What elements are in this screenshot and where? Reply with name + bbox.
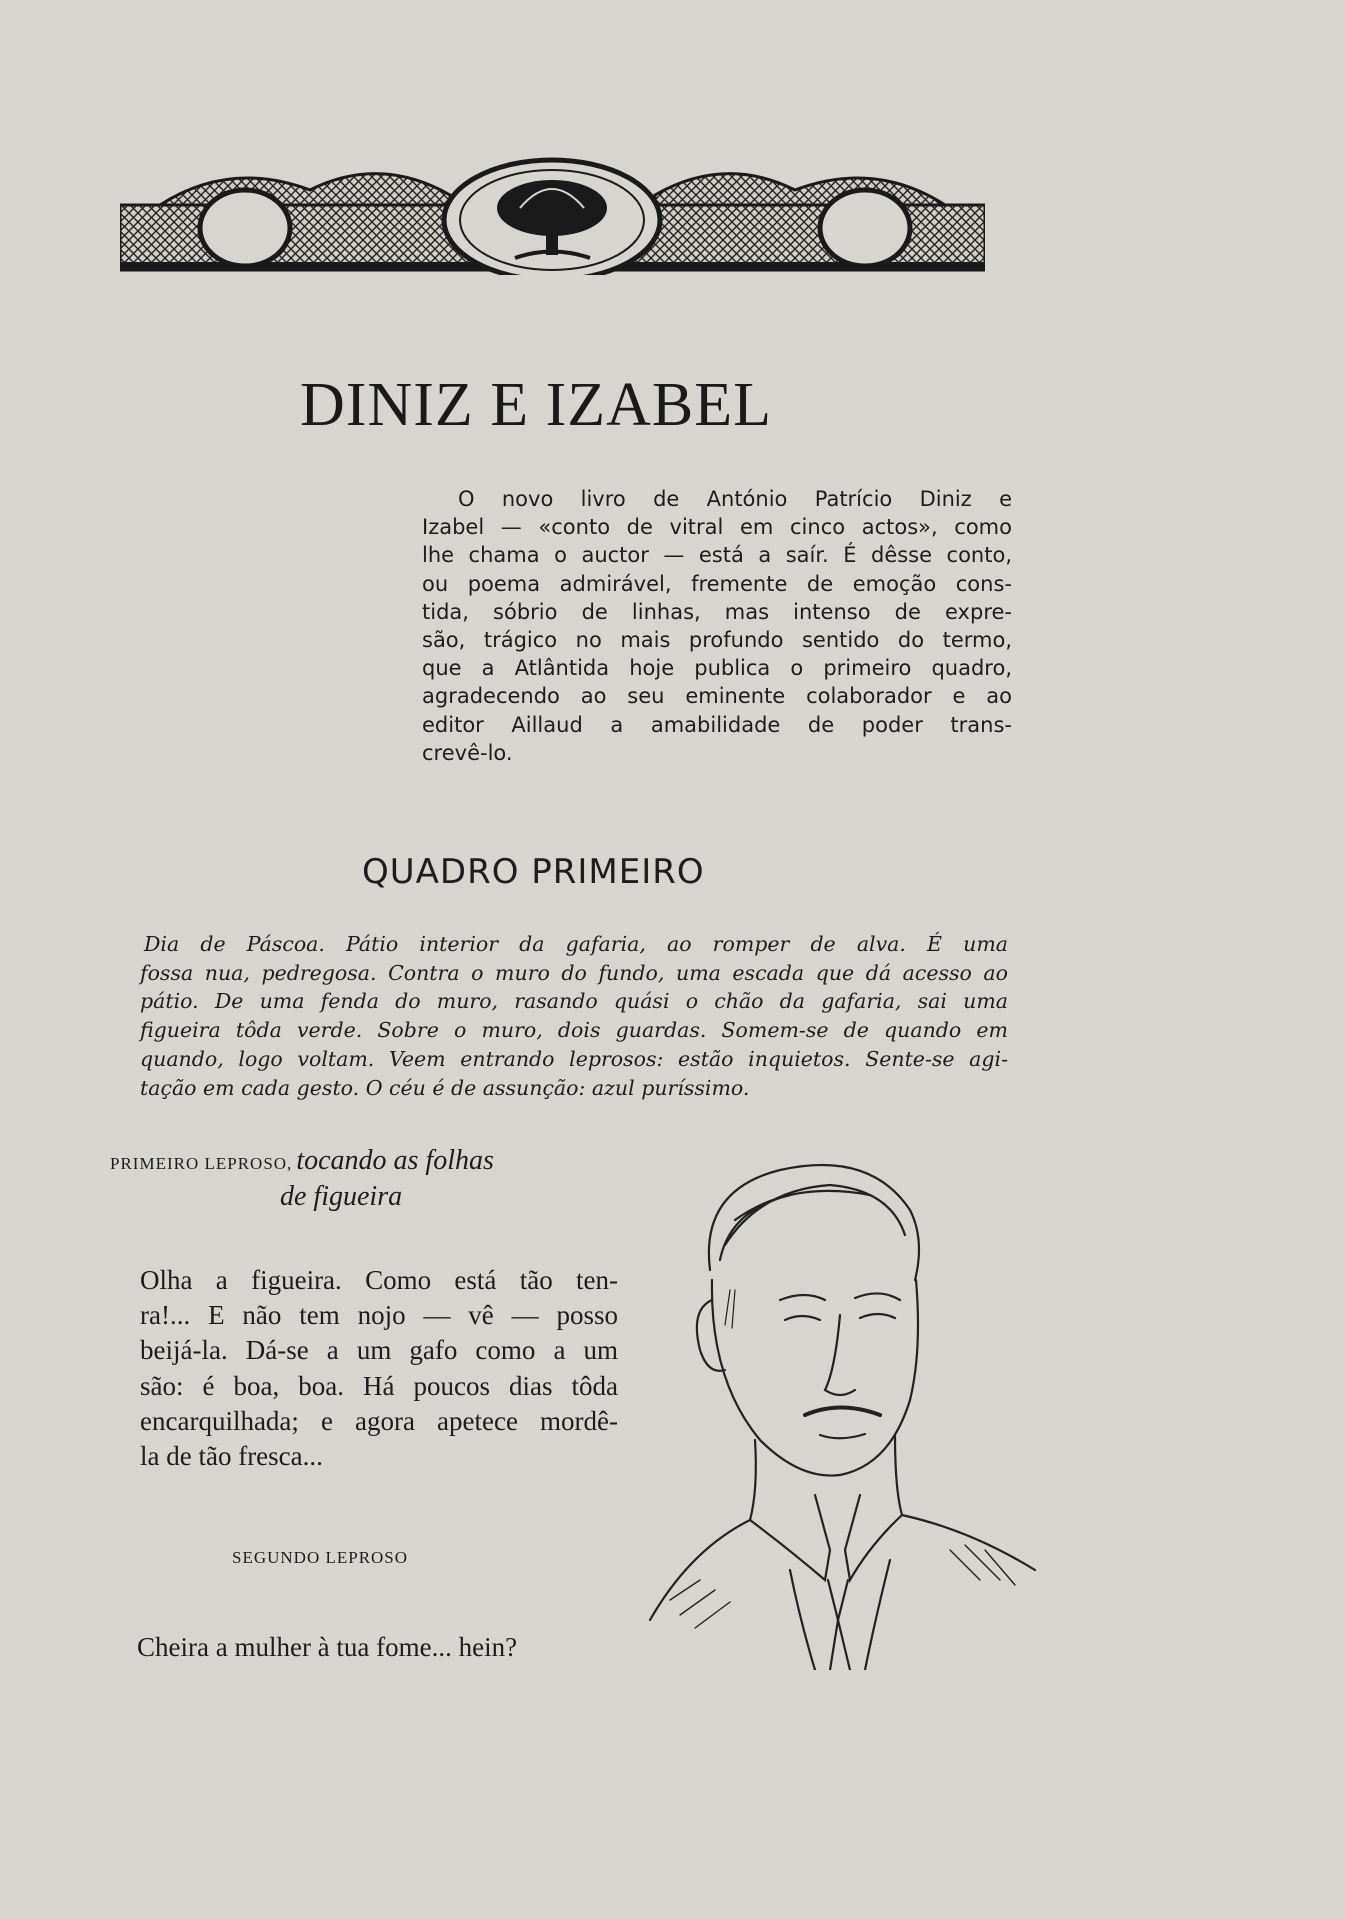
scene-heading: QUADRO PRIMEIRO	[362, 852, 705, 892]
intro-line: editor Aillaud a amabilidade de poder trans-	[422, 712, 1012, 737]
speaker-first-leper	[110, 1145, 494, 1212]
stage-line: pátio. De uma fenda do muro, rasando quási o chão da gafaria, sai uma	[140, 989, 1008, 1014]
header-ornament	[120, 150, 985, 275]
speech-line: Olha a figueira. Como está tão ten-	[140, 1265, 618, 1295]
stage-line: quando, logo voltam. Veem entrando leprosos: estão inquietos. Sente-se agi-	[140, 1046, 1008, 1071]
speaker-name: PRIMEIRO LEPROSO,	[110, 1154, 293, 1173]
intro-line: tida, sóbrio de linhas, mas intenso de expre-	[422, 599, 1012, 624]
intro-line: O novo livro de António Patrício Diniz e	[458, 487, 1012, 511]
intro-line: ou poema admirável, fremente de emoção cons-	[422, 571, 1012, 596]
stage-line: tação em cada gesto. O céu é de assunção: azul puríssimo.	[140, 1075, 750, 1100]
intro-paragraph	[422, 485, 1012, 767]
speaker-direction: tocando as folhas	[296, 1145, 494, 1176]
author-portrait-sketch	[640, 1150, 1040, 1670]
speech-line: são: é boa, boa. Há poucos dias tôda	[140, 1370, 618, 1401]
speech-line: encarquilhada; e agora apetece mordê-	[140, 1405, 618, 1436]
speech-line: ra!... E não tem nojo — vê — posso	[140, 1300, 618, 1331]
intro-line: crevê-lo.	[422, 740, 513, 765]
speech-line: beijá-la. Dá-se a um gafo como a um	[140, 1335, 618, 1366]
speaker-second-leper: SEGUNDO LEPROSO	[232, 1548, 409, 1567]
stage-line: Dia de Páscoa. Pátio interior da gafaria, ao romper de alva. É uma	[144, 932, 1008, 956]
stage-directions	[140, 930, 1008, 1102]
speech-first-leper	[140, 1263, 618, 1474]
article-title: DINIZ E IZABEL	[300, 371, 772, 439]
speech-second-leper: Cheira a mulher à tua fome... hein?	[137, 1632, 518, 1662]
intro-line: que a Atlântida hoje publica o primeiro quadro,	[422, 656, 1012, 681]
speaker-direction-continued: de figueira	[280, 1181, 403, 1212]
stage-line: figueira tôda verde. Sobre o muro, dois guardas. Somem-se de quando em	[140, 1018, 1008, 1043]
intro-line: Izabel — «conto de vitral em cinco actos», como	[422, 515, 1012, 540]
intro-line: agradecendo ao seu eminente colaborador e ao	[422, 684, 1012, 709]
intro-line: são, trágico no mais profundo sentido do termo,	[422, 628, 1012, 653]
intro-line: lhe chama o auctor — está a saír. É dêsse conto,	[422, 543, 1012, 568]
speech-line: la de tão fresca...	[140, 1441, 323, 1472]
stage-line: fossa nua, pedregosa. Contra o muro do fundo, uma escada que dá acesso ao	[140, 960, 1008, 985]
